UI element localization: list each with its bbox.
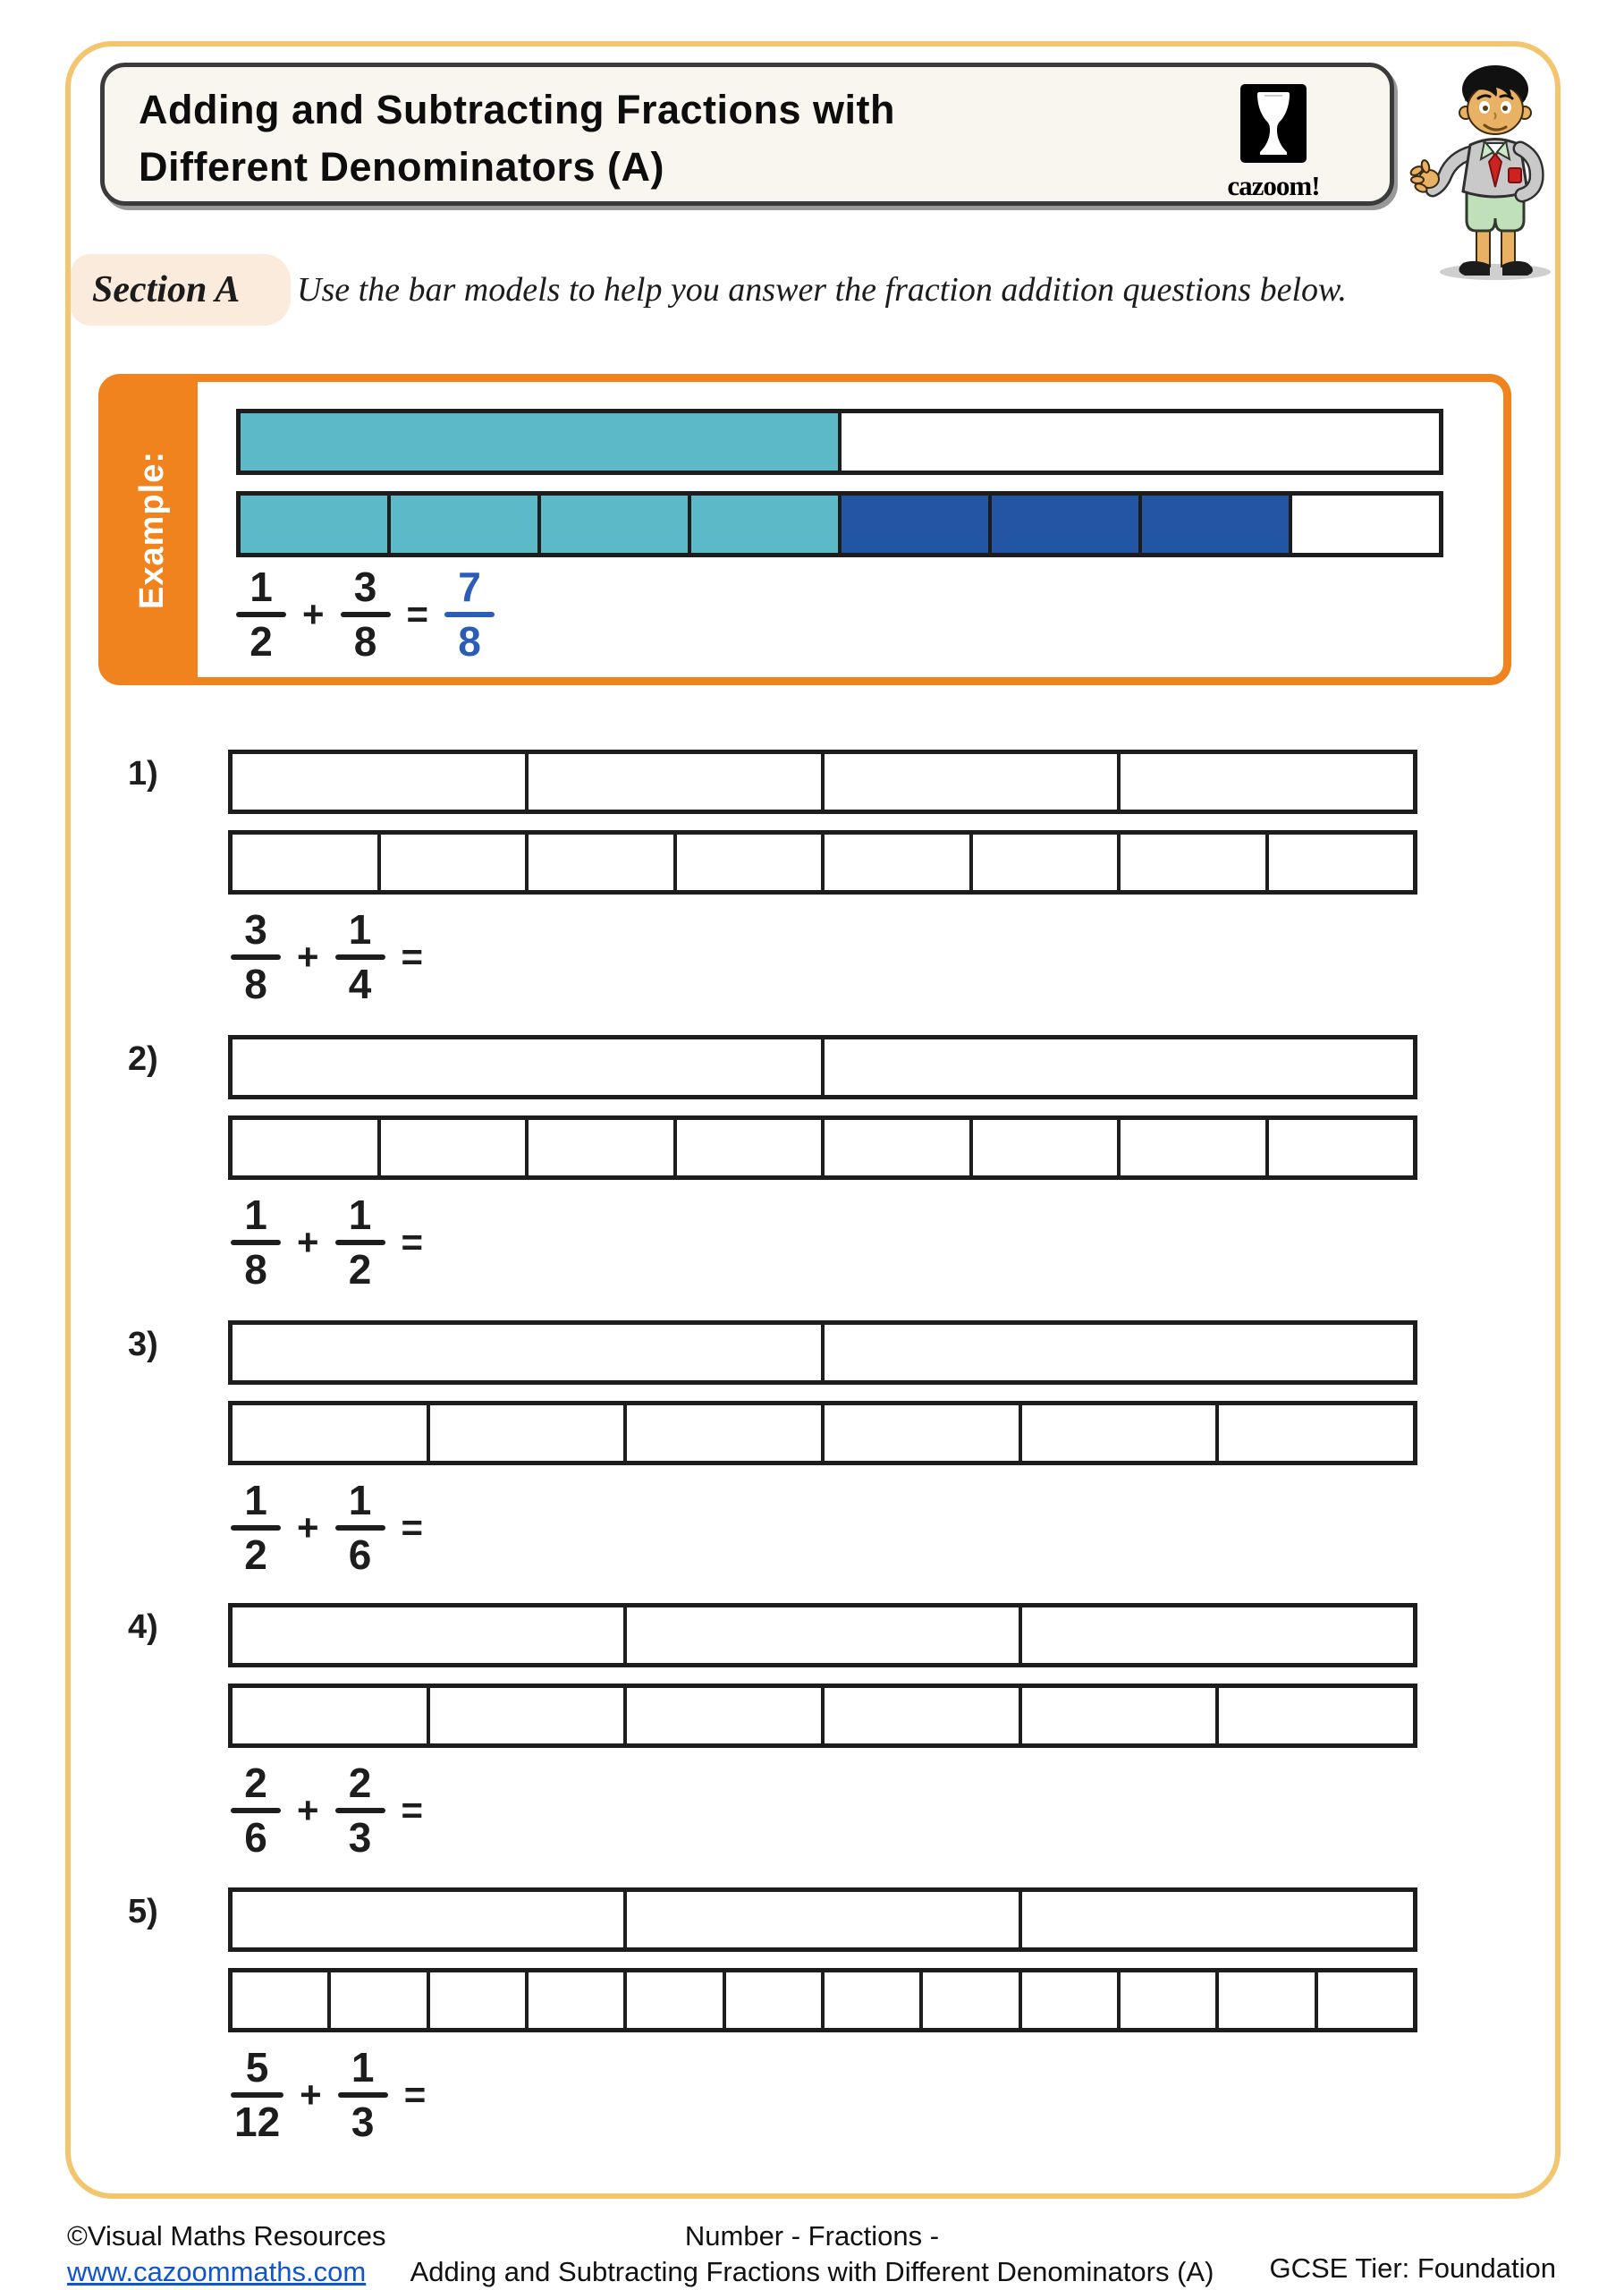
fraction-first bbox=[231, 906, 281, 1007]
fraction-numerator: 1 bbox=[348, 1477, 372, 1523]
bar-cell bbox=[842, 413, 1439, 471]
fraction-numerator: 1 bbox=[244, 1192, 267, 1238]
plus-sign: + bbox=[297, 1505, 319, 1548]
example-bar-model-eighths bbox=[236, 491, 1443, 557]
bar-cell bbox=[1219, 1688, 1413, 1743]
fraction-numerator: 1 bbox=[348, 1192, 372, 1238]
question-3 bbox=[0, 1320, 1624, 1589]
bar-model-top bbox=[228, 1035, 1417, 1099]
bar-cell bbox=[973, 835, 1121, 890]
bar-cell bbox=[1121, 754, 1413, 810]
cazoom-logo-text: cazoom! bbox=[1227, 170, 1320, 201]
fraction-denominator: 2 bbox=[250, 617, 273, 665]
plus-sign: + bbox=[302, 592, 325, 635]
bar-cell bbox=[825, 754, 1121, 810]
example-equation bbox=[236, 566, 495, 663]
cazoom-logo-icon bbox=[1239, 83, 1307, 164]
bar-cell bbox=[233, 1892, 627, 1947]
fraction-bar bbox=[444, 612, 495, 617]
fraction-denominator: 2 bbox=[244, 1531, 267, 1578]
bar-cell bbox=[1269, 835, 1414, 890]
bar-cell bbox=[825, 1325, 1413, 1380]
fraction-equation bbox=[231, 2044, 442, 2145]
bar-cell bbox=[1121, 1120, 1269, 1175]
footer-worksheet-name: Adding and Subtracting Fractions with Different Denominators (A) bbox=[410, 2255, 1214, 2287]
question-5 bbox=[0, 1887, 1624, 2156]
fraction-first bbox=[231, 1762, 281, 1859]
bar-cell bbox=[381, 1120, 529, 1175]
bar-cell bbox=[1121, 835, 1269, 890]
bar-cell bbox=[529, 1972, 627, 2028]
bar-cell bbox=[381, 835, 529, 890]
fraction-numerator: 3 bbox=[353, 564, 377, 610]
footer-left bbox=[67, 2218, 386, 2289]
bar-model-bottom bbox=[228, 830, 1417, 895]
fraction-denominator: 8 bbox=[244, 960, 267, 1007]
equals-sign: = bbox=[401, 935, 424, 978]
bar-cell bbox=[331, 1972, 429, 2028]
fraction-denominator: 6 bbox=[244, 1813, 267, 1861]
fraction-bar bbox=[231, 1240, 281, 1245]
fraction-denominator: 8 bbox=[244, 1245, 267, 1293]
bar-cell bbox=[627, 1607, 1021, 1663]
fraction-denominator: 8 bbox=[353, 617, 377, 665]
bar-cell bbox=[973, 1120, 1121, 1175]
bar-cell bbox=[529, 754, 825, 810]
section-label: Section A bbox=[92, 269, 241, 310]
bar-cell bbox=[233, 1325, 825, 1380]
fraction-second bbox=[341, 566, 391, 663]
fraction-bar bbox=[335, 1240, 385, 1245]
question-number: 1) bbox=[128, 755, 158, 793]
fraction-equation bbox=[231, 1194, 439, 1291]
page-title bbox=[139, 81, 895, 196]
fraction-bar bbox=[338, 2092, 388, 2098]
bar-model-top bbox=[228, 1320, 1417, 1385]
student-character-illustration bbox=[1406, 45, 1576, 287]
fraction-first bbox=[231, 1477, 281, 1578]
bar-cell bbox=[1318, 1972, 1413, 2028]
fraction-denominator: 6 bbox=[348, 1531, 372, 1578]
equals-sign: = bbox=[403, 2073, 427, 2116]
fraction-denominator: 12 bbox=[234, 2098, 281, 2145]
bar-cell bbox=[541, 496, 691, 553]
bar-cell bbox=[430, 1688, 628, 1743]
footer-copyright: ©Visual Maths Resources bbox=[67, 2220, 386, 2252]
fraction-bar bbox=[341, 612, 391, 617]
bar-cell bbox=[529, 1120, 677, 1175]
bar-cell bbox=[627, 1405, 825, 1461]
bar-cell bbox=[677, 1120, 825, 1175]
worksheet-title-box bbox=[100, 63, 1394, 206]
bar-cell bbox=[233, 1688, 430, 1743]
bar-cell bbox=[691, 496, 842, 553]
fraction-numerator: 1 bbox=[250, 564, 273, 610]
bar-cell bbox=[677, 835, 825, 890]
fraction-bar bbox=[231, 1808, 281, 1813]
fraction-numerator: 2 bbox=[244, 1760, 267, 1806]
bar-model-top bbox=[228, 750, 1417, 814]
bar-cell bbox=[529, 835, 677, 890]
fraction-first bbox=[231, 2044, 283, 2145]
bar-cell bbox=[726, 1972, 825, 2028]
equals-sign: = bbox=[401, 1505, 424, 1548]
question-1 bbox=[0, 750, 1624, 1018]
bar-cell bbox=[241, 413, 842, 471]
equals-sign: = bbox=[406, 592, 429, 635]
bar-cell bbox=[233, 1405, 430, 1461]
bar-cell bbox=[1022, 1405, 1220, 1461]
fraction-second bbox=[335, 906, 385, 1007]
fraction-first bbox=[231, 1194, 281, 1291]
example-bar-model-halves bbox=[236, 409, 1443, 475]
fraction-first bbox=[236, 566, 286, 663]
bar-cell bbox=[1219, 1405, 1413, 1461]
cazoom-logo bbox=[1211, 83, 1336, 202]
bar-model-top bbox=[228, 1603, 1417, 1667]
bar-cell bbox=[627, 1688, 825, 1743]
bar-cell bbox=[430, 1972, 529, 2028]
question-number: 2) bbox=[128, 1040, 158, 1078]
fraction-equation bbox=[231, 1762, 439, 1859]
example-tab bbox=[106, 382, 198, 677]
bar-cell bbox=[825, 1039, 1413, 1095]
fraction-second bbox=[335, 1762, 385, 1859]
bar-cell bbox=[1022, 1688, 1220, 1743]
bar-cell bbox=[1022, 1607, 1413, 1663]
fraction-numerator: 1 bbox=[244, 1477, 267, 1523]
question-4 bbox=[0, 1603, 1624, 1871]
bar-cell bbox=[992, 496, 1142, 553]
fraction-denominator: 8 bbox=[458, 617, 481, 665]
bar-cell bbox=[825, 1972, 923, 2028]
bar-cell bbox=[825, 835, 973, 890]
plus-sign: + bbox=[297, 1788, 319, 1831]
fraction-numerator: 1 bbox=[348, 906, 372, 953]
bar-cell bbox=[1292, 496, 1439, 553]
bar-model-bottom bbox=[228, 1968, 1417, 2032]
plus-sign: + bbox=[300, 2073, 322, 2116]
question-number: 3) bbox=[128, 1326, 158, 1363]
bar-model-top bbox=[228, 1887, 1417, 1952]
question-number: 5) bbox=[128, 1893, 158, 1930]
page-title-line2: Different Denominators (A) bbox=[139, 143, 665, 190]
footer-tier: GCSE Tier: Foundation bbox=[1269, 2252, 1556, 2284]
bar-cell bbox=[233, 835, 381, 890]
bar-cell bbox=[627, 1972, 725, 2028]
fraction-bar bbox=[231, 2092, 283, 2098]
fraction-numerator: 3 bbox=[244, 906, 267, 953]
fraction-bar bbox=[231, 954, 281, 960]
bar-cell bbox=[1022, 1892, 1413, 1947]
bar-cell bbox=[233, 1120, 381, 1175]
question-2 bbox=[0, 1035, 1624, 1303]
bar-cell bbox=[1219, 1972, 1317, 2028]
equals-sign: = bbox=[401, 1220, 424, 1263]
bar-model-bottom bbox=[228, 1401, 1417, 1465]
bar-cell bbox=[842, 496, 992, 553]
bar-cell bbox=[241, 496, 391, 553]
fraction-bar bbox=[231, 1525, 281, 1531]
footer-center bbox=[365, 2218, 1259, 2289]
fraction-second bbox=[335, 1477, 385, 1578]
fraction-denominator: 4 bbox=[348, 960, 372, 1007]
fraction-equation bbox=[231, 1477, 439, 1578]
bar-model-bottom bbox=[228, 1684, 1417, 1748]
student-character-icon bbox=[1406, 45, 1576, 283]
page-title-line1: Adding and Subtracting Fractions with bbox=[139, 87, 895, 132]
bar-cell bbox=[233, 754, 529, 810]
bar-cell bbox=[1121, 1972, 1219, 2028]
example-tab-label: Example: bbox=[132, 450, 171, 609]
fraction-second bbox=[335, 1194, 385, 1291]
example-box bbox=[98, 374, 1511, 685]
fraction-equation bbox=[231, 906, 439, 1007]
bar-cell bbox=[233, 1607, 627, 1663]
bar-cell bbox=[923, 1972, 1021, 2028]
fraction-numerator: 5 bbox=[245, 2044, 269, 2091]
footer-topic: Number - Fractions - bbox=[684, 2220, 940, 2252]
bar-cell bbox=[825, 1405, 1022, 1461]
bar-cell bbox=[391, 496, 541, 553]
plus-sign: + bbox=[297, 1220, 319, 1263]
bar-cell bbox=[1142, 496, 1292, 553]
section-instruction: Use the bar models to help you answer the fraction addition questions below. bbox=[297, 271, 1348, 309]
bar-cell bbox=[233, 1972, 331, 2028]
fraction-denominator: 2 bbox=[348, 1245, 372, 1293]
fraction-bar bbox=[335, 1525, 385, 1531]
plus-sign: + bbox=[297, 935, 319, 978]
fraction-numerator: 2 bbox=[348, 1760, 372, 1806]
fraction-bar bbox=[236, 612, 286, 617]
bar-cell bbox=[233, 1039, 825, 1095]
fraction-bar bbox=[335, 1808, 385, 1813]
bar-cell bbox=[430, 1405, 628, 1461]
bar-cell bbox=[1022, 1972, 1121, 2028]
bar-model-bottom bbox=[228, 1115, 1417, 1180]
fraction-answer bbox=[444, 566, 495, 663]
bar-cell bbox=[627, 1892, 1021, 1947]
fraction-second bbox=[338, 2044, 388, 2145]
fraction-denominator: 3 bbox=[351, 2098, 375, 2145]
fraction-bar bbox=[335, 954, 385, 960]
footer-website-link[interactable]: www.cazoommaths.com bbox=[67, 2255, 367, 2287]
fraction-denominator: 3 bbox=[348, 1813, 372, 1861]
fraction-numerator: 1 bbox=[351, 2044, 375, 2091]
question-number: 4) bbox=[128, 1608, 158, 1646]
bar-cell bbox=[825, 1688, 1022, 1743]
fraction-numerator: 7 bbox=[458, 564, 481, 610]
equals-sign: = bbox=[401, 1788, 424, 1831]
bar-cell bbox=[825, 1120, 973, 1175]
bar-cell bbox=[1269, 1120, 1414, 1175]
